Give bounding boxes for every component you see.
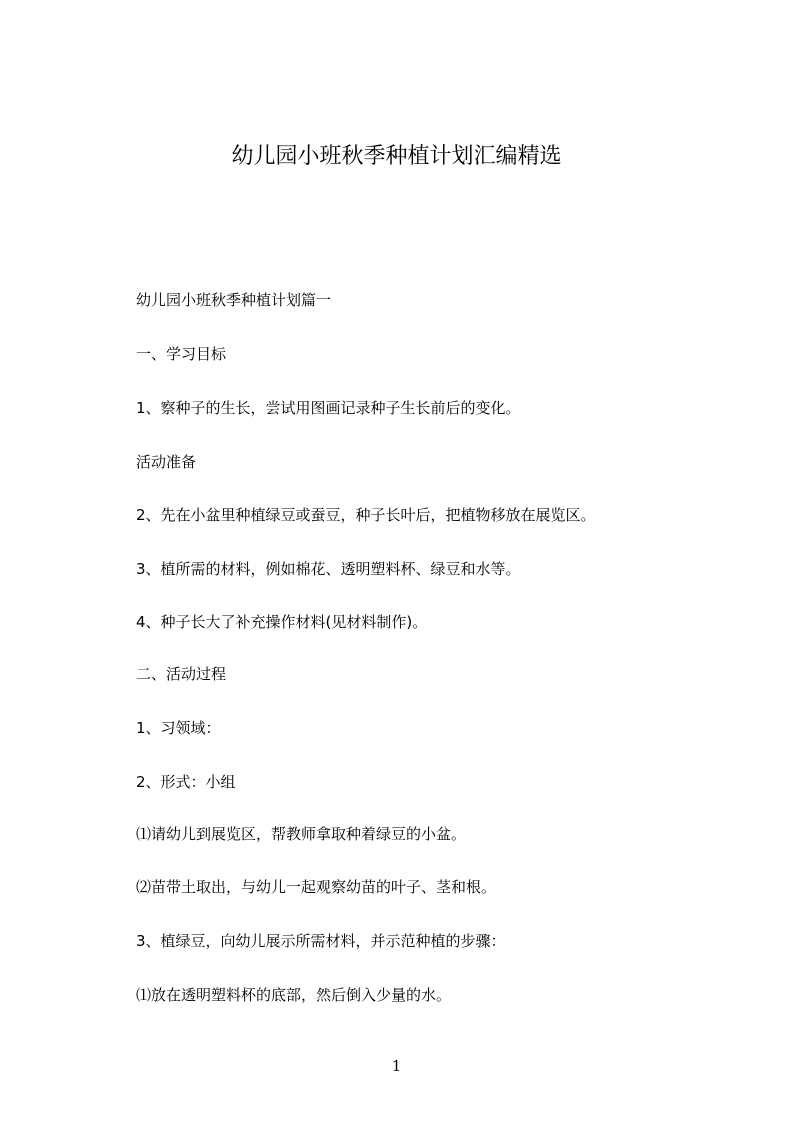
heading-learning-goals: 一、学习目标 xyxy=(136,345,227,363)
paragraph: ⑵苗带土取出，与幼儿一起观察幼苗的叶子、茎和根。 xyxy=(136,878,497,896)
section-heading: 幼儿园小班秋季种植计划篇一 xyxy=(136,291,332,309)
paragraph: 3、植所需的材料，例如棉花、透明塑料杯、绿豆和水等。 xyxy=(136,560,521,578)
paragraph: 1、习领域： xyxy=(136,719,221,737)
paragraph: 2、先在小盆里种植绿豆或蚕豆，种子长叶后，把植物移放在展览区。 xyxy=(136,506,596,524)
heading-activity-process: 二、活动过程 xyxy=(136,665,227,683)
document-title: 幼儿园小班秋季种植计划汇编精选 xyxy=(231,144,562,169)
paragraph: 4、种子长大了补充操作材料(见材料制作)。 xyxy=(136,613,428,631)
paragraph: 1、察种子的生长，尝试用图画记录种子生长前后的变化。 xyxy=(136,399,521,417)
paragraph: 2、形式：小组 xyxy=(136,773,236,791)
heading-activity-preparation: 活动准备 xyxy=(136,453,197,471)
paragraph: ⑴放在透明塑料杯的底部，然后倒入少量的水。 xyxy=(136,986,452,1004)
page-number: 1 xyxy=(391,1057,402,1075)
paragraph: 3、植绿豆，向幼儿展示所需材料，并示范种植的步骤： xyxy=(136,932,506,950)
paragraph: ⑴请幼儿到展览区，帮教师拿取种着绿豆的小盆。 xyxy=(136,825,467,843)
